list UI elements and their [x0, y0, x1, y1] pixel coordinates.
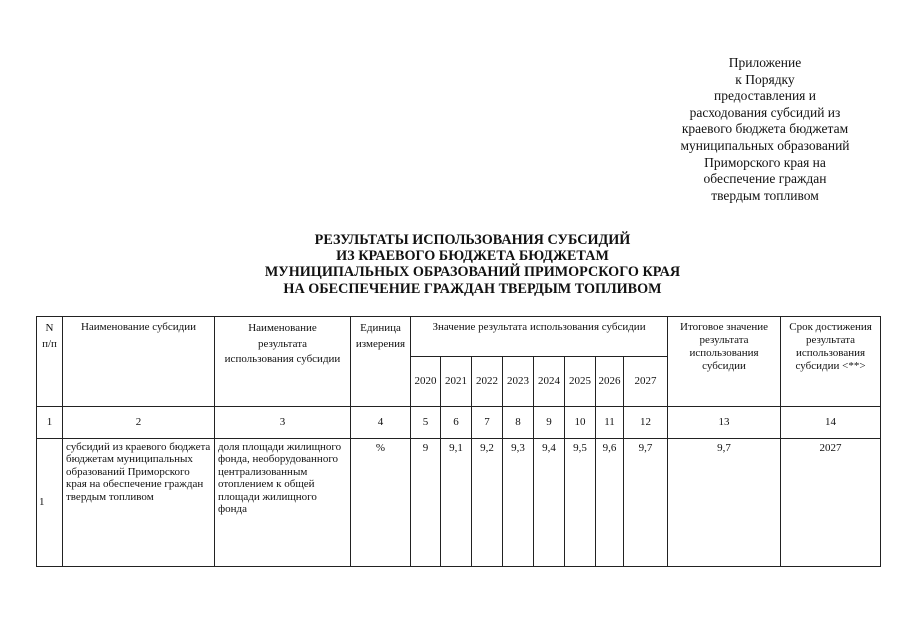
year-header: 2026: [596, 357, 624, 407]
column-number: 8: [503, 407, 534, 439]
header-unit: Единица измерения: [351, 317, 411, 407]
row-value-2022: 9,2: [472, 439, 503, 567]
row-value-2024: 9,4: [534, 439, 565, 567]
header-values-group: Значение результата использования субсидии: [411, 317, 668, 357]
appendix-line: краевого бюджета бюджетам: [681, 121, 849, 137]
header-result-name: Наименование результата использования субсидии: [215, 317, 351, 407]
column-number: 1: [37, 407, 63, 439]
column-number: 14: [781, 407, 881, 439]
title-line: РЕЗУЛЬТАТЫ ИСПОЛЬЗОВАНИЯ СУБСИДИЙ: [314, 232, 631, 248]
row-final-value: 9,7: [668, 439, 781, 567]
appendix-line: твердым топливом: [711, 187, 819, 203]
appendix-line: к Порядку: [735, 71, 795, 87]
results-table: [36, 316, 881, 567]
title-line: МУНИЦИПАЛЬНЫХ ОБРАЗОВАНИЙ ПРИМОРСКОГО КРАЯ: [264, 264, 681, 281]
column-number: 7: [472, 407, 503, 439]
column-number: 4: [351, 407, 411, 439]
title-line: ИЗ КРАЕВОГО БЮДЖЕТА БЮДЖЕТАМ: [336, 248, 609, 265]
row-unit: %: [351, 439, 411, 567]
column-number: 3: [215, 407, 351, 439]
document-title: [200, 232, 745, 297]
year-header: 2025: [565, 357, 596, 407]
column-number: 12: [624, 407, 668, 439]
year-header: 2020: [411, 357, 441, 407]
row-subsidy-name: субсидий из краевого бюджета бюджетам муниципальных образований Приморского края на обеспечение граждан твердым топливом: [63, 439, 215, 567]
column-number: 10: [565, 407, 596, 439]
year-header: 2021: [441, 357, 472, 407]
column-number: 5: [411, 407, 441, 439]
row-value-2021: 9,1: [441, 439, 472, 567]
column-number: 2: [63, 407, 215, 439]
appendix-line: расходования субсидий из: [689, 104, 841, 120]
row-value-2025: 9,5: [565, 439, 596, 567]
header-deadline: Срок достижения результата использования субсидии <**>: [781, 317, 881, 407]
row-value-2023: 9,3: [503, 439, 534, 567]
year-header: 2022: [472, 357, 503, 407]
row-result-name: доля площади жилищного фонда, необорудованного централизованным отоплением к общей площади жилищного фонда: [215, 439, 351, 567]
column-number: 6: [441, 407, 472, 439]
year-header: 2027: [624, 357, 668, 407]
appendix-note: [660, 55, 870, 204]
appendix-line: Приморского края на: [704, 154, 826, 170]
header-number: N п/п: [37, 317, 63, 407]
header-subsidy-name: Наименование субсидии: [63, 317, 215, 407]
appendix-line: муниципальных образований: [680, 137, 850, 153]
row-value-2020: 9: [411, 439, 441, 567]
column-number-row: [37, 407, 881, 439]
row-deadline: 2027: [781, 439, 881, 567]
column-number: 9: [534, 407, 565, 439]
header-row: [37, 317, 881, 357]
column-number: 11: [596, 407, 624, 439]
row-value-2027: 9,7: [624, 439, 668, 567]
row-number: 1: [37, 439, 63, 567]
table-row: [37, 439, 881, 567]
appendix-line: Приложение: [728, 55, 802, 70]
year-header: 2023: [503, 357, 534, 407]
appendix-line: предоставления и: [714, 88, 816, 104]
header-final-value: Итоговое значение результата использования субсидии: [668, 317, 781, 407]
year-header: 2024: [534, 357, 565, 407]
title-line: НА ОБЕСПЕЧЕНИЕ ГРАЖДАН ТВЕРДЫМ ТОПЛИВОМ: [283, 280, 662, 297]
row-value-2026: 9,6: [596, 439, 624, 567]
column-number: 13: [668, 407, 781, 439]
appendix-line: обеспечение граждан: [703, 171, 827, 187]
